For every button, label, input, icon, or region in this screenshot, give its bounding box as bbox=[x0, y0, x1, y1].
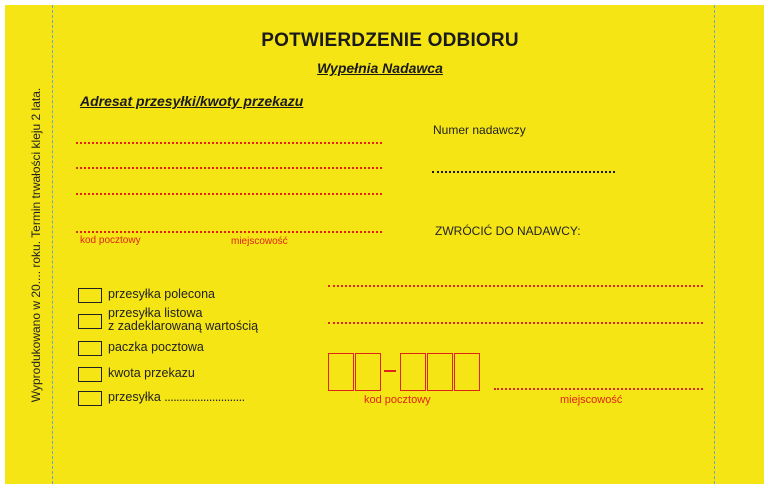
checkbox-other-shipment[interactable] bbox=[78, 391, 102, 406]
addressee-line-2[interactable] bbox=[76, 167, 382, 169]
perforation-right bbox=[714, 5, 715, 484]
checkbox-parcel[interactable] bbox=[78, 341, 102, 356]
form-title: POTWIERDZENIE ODBIORU bbox=[261, 30, 519, 51]
option-other-shipment-dots[interactable]: ........................... bbox=[164, 390, 245, 404]
form-subtitle: Wypełnia Nadawca bbox=[317, 60, 443, 76]
side-production-note: Wyprodukowano w 20.... roku. Termin trwałości kleju 2 lata. bbox=[29, 87, 43, 403]
checkbox-declared-value[interactable] bbox=[78, 314, 102, 329]
sender-number-label: Numer nadawczy bbox=[433, 123, 526, 137]
return-city-label: miejscowość bbox=[560, 394, 623, 406]
return-line-1[interactable] bbox=[328, 285, 703, 287]
option-parcel-label: paczka pocztowa bbox=[108, 340, 204, 354]
option-registered-label: przesyłka polecona bbox=[108, 287, 216, 301]
checkbox-money-order[interactable] bbox=[78, 367, 102, 382]
option-other-shipment bbox=[108, 391, 245, 404]
checkbox-registered[interactable] bbox=[78, 288, 102, 303]
postal-code-digit-3[interactable] bbox=[400, 353, 426, 391]
option-declared-value-line2: z zadeklarowaną wartością bbox=[108, 319, 259, 333]
option-other-shipment-label: przesyłka bbox=[108, 390, 161, 404]
addressee-postal-code-label: kod pocztowy bbox=[80, 235, 141, 246]
sender-number-line[interactable] bbox=[432, 171, 615, 173]
perforation-left bbox=[52, 5, 53, 484]
addressee-heading: Adresat przesyłki/kwoty przekazu bbox=[80, 93, 304, 109]
return-postal-code-label: kod pocztowy bbox=[364, 394, 431, 406]
postal-code-separator bbox=[384, 370, 396, 372]
return-city-line[interactable] bbox=[494, 388, 703, 390]
addressee-city-label: miejscowość bbox=[231, 236, 288, 247]
postal-code-digit-5[interactable] bbox=[454, 353, 480, 391]
option-declared-value-line1: przesyłka listowa bbox=[108, 306, 203, 320]
option-money-order-label: kwota przekazu bbox=[108, 366, 195, 380]
return-to-sender-label: ZWRÓCIĆ DO NADAWCY: bbox=[435, 224, 581, 238]
postal-code-digit-2[interactable] bbox=[355, 353, 381, 391]
addressee-postal-city-line[interactable] bbox=[76, 231, 382, 233]
addressee-line-1[interactable] bbox=[76, 142, 382, 144]
postal-code-digit-4[interactable] bbox=[427, 353, 453, 391]
addressee-line-3[interactable] bbox=[76, 193, 382, 195]
postal-code-digit-1[interactable] bbox=[328, 353, 354, 391]
return-line-2[interactable] bbox=[328, 322, 703, 324]
